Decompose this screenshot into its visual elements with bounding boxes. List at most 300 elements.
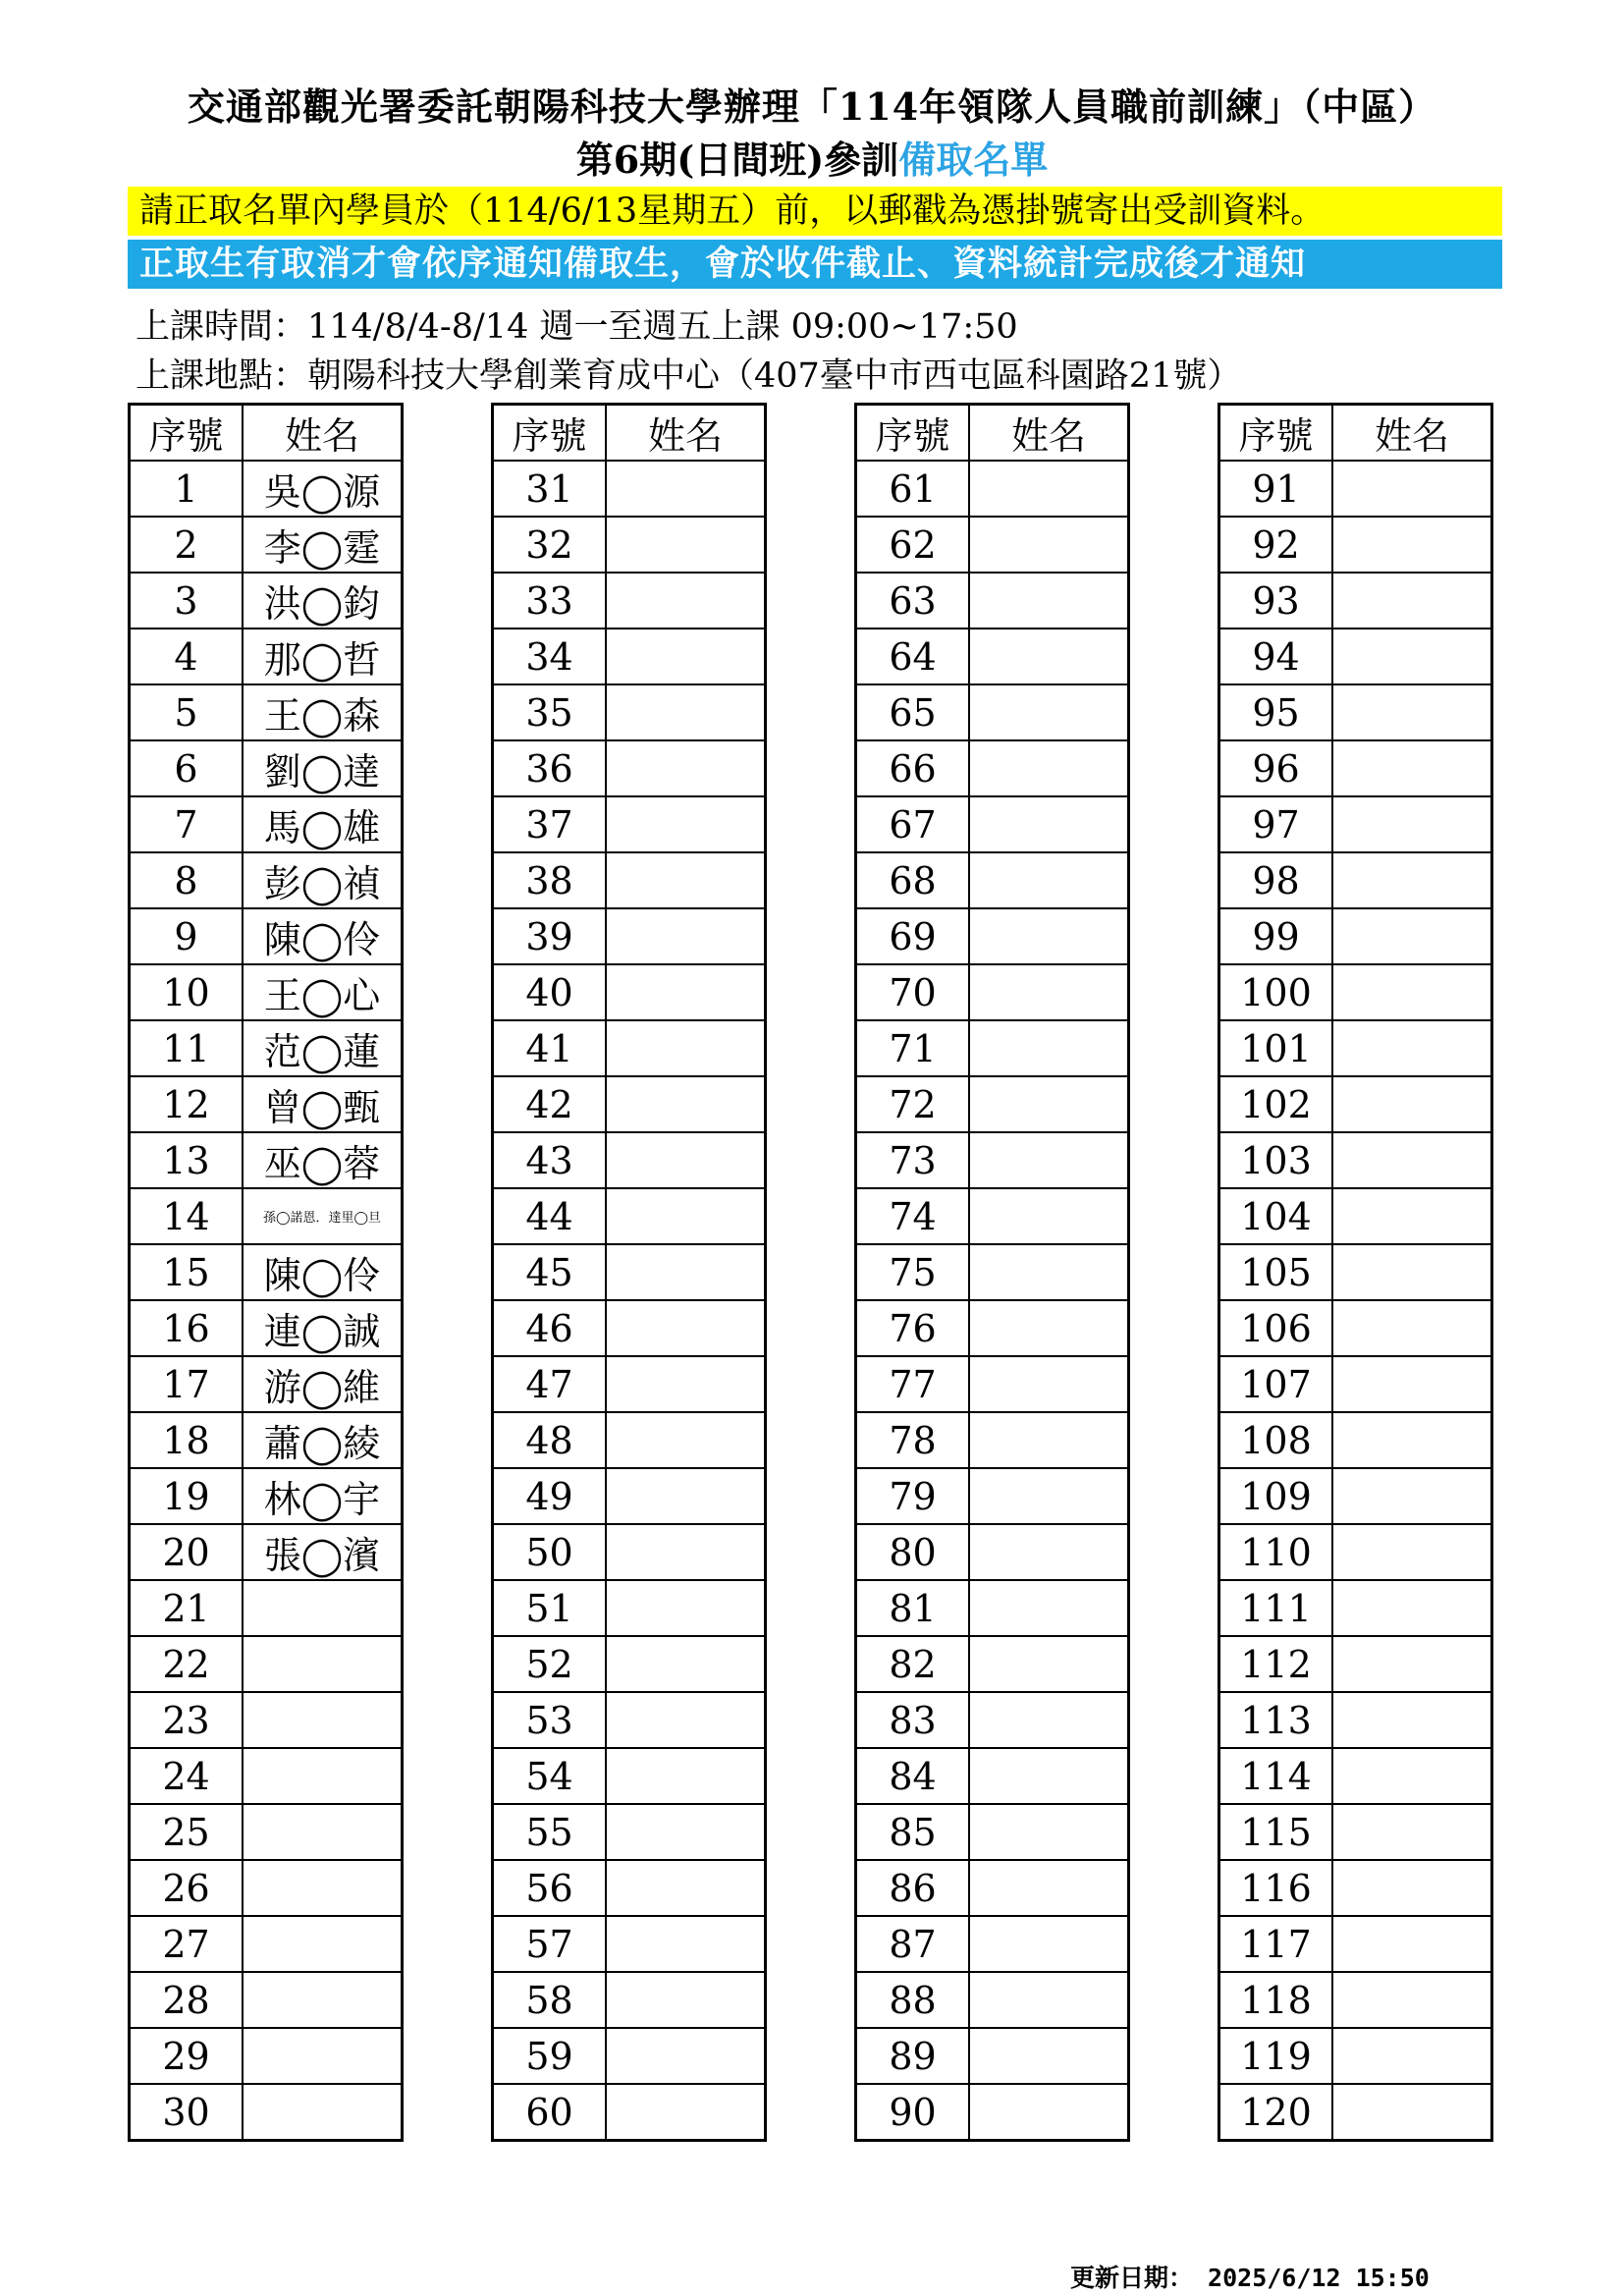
row-number: 82: [856, 1636, 970, 1692]
row-number: 78: [856, 1412, 970, 1468]
subtitle-prefix: 第6期(日間班)參訓: [575, 137, 899, 182]
row-number: 25: [130, 1804, 244, 1860]
row-name: [1332, 461, 1492, 517]
table-row: [856, 852, 1129, 908]
table-row: [1219, 1188, 1492, 1244]
row-name: [969, 1748, 1129, 1804]
row-name: [969, 1636, 1129, 1692]
row-number: 77: [856, 1356, 970, 1412]
row-name: [1332, 1412, 1492, 1468]
row-number: 74: [856, 1188, 970, 1244]
row-number: 84: [856, 1748, 970, 1804]
row-name: [243, 2084, 403, 2141]
row-name: [1332, 573, 1492, 629]
table-row: [130, 2084, 403, 2141]
table-row: [130, 517, 403, 573]
table-row: [130, 1244, 403, 1300]
row-number: 91: [1219, 461, 1333, 517]
table-row: [856, 1076, 1129, 1132]
row-name: [606, 1412, 766, 1468]
table-row: [130, 908, 403, 964]
table-row: [493, 1412, 766, 1468]
table-row: [856, 1860, 1129, 1916]
row-number: 95: [1219, 684, 1333, 740]
row-number: 64: [856, 629, 970, 684]
row-number: 45: [493, 1244, 607, 1300]
row-name: 洪◯鈞: [243, 573, 403, 629]
row-name: 范◯蓮: [243, 1020, 403, 1076]
table-row: [856, 2028, 1129, 2084]
row-name: [969, 2084, 1129, 2141]
header-name: 姓名: [969, 405, 1129, 462]
table-row: [856, 1916, 1129, 1972]
row-number: 101: [1219, 1020, 1333, 1076]
table-row: [493, 517, 766, 573]
row-number: 109: [1219, 1468, 1333, 1524]
header-number: 序號: [1219, 405, 1333, 462]
table-row: [856, 964, 1129, 1020]
table-row: [856, 1188, 1129, 1244]
row-number: 43: [493, 1132, 607, 1188]
row-number: 30: [130, 2084, 244, 2141]
row-number: 65: [856, 684, 970, 740]
table-row: [493, 684, 766, 740]
table-row: [1219, 1076, 1492, 1132]
row-number: 59: [493, 2028, 607, 2084]
table-row: [1219, 629, 1492, 684]
row-number: 93: [1219, 573, 1333, 629]
row-name: [606, 1132, 766, 1188]
table-row: [1219, 852, 1492, 908]
table-row: [130, 964, 403, 1020]
row-name: [243, 1916, 403, 1972]
row-name: [969, 1972, 1129, 2028]
row-name: [606, 2028, 766, 2084]
roster-table: [128, 403, 404, 2142]
table-row: [856, 1692, 1129, 1748]
row-name: [1332, 1972, 1492, 2028]
table-row: [856, 1356, 1129, 1412]
table-row: [493, 1468, 766, 1524]
row-number: 51: [493, 1580, 607, 1636]
row-number: 31: [493, 461, 607, 517]
row-number: 11: [130, 1020, 244, 1076]
row-number: 113: [1219, 1692, 1333, 1748]
row-name: [1332, 740, 1492, 796]
table-row: [856, 740, 1129, 796]
table-row: [856, 2084, 1129, 2141]
table-row: [856, 629, 1129, 684]
row-number: 67: [856, 796, 970, 852]
row-number: 8: [130, 852, 244, 908]
row-number: 55: [493, 1804, 607, 1860]
row-number: 116: [1219, 1860, 1333, 1916]
row-name: [969, 1468, 1129, 1524]
row-name: [969, 1076, 1129, 1132]
row-name: 陳◯伶: [243, 908, 403, 964]
row-number: 71: [856, 1020, 970, 1076]
row-number: 58: [493, 1972, 607, 2028]
row-name: [606, 796, 766, 852]
table-row: [493, 908, 766, 964]
row-number: 35: [493, 684, 607, 740]
roster-table: [491, 403, 767, 2142]
row-number: 52: [493, 1636, 607, 1692]
row-name: [606, 517, 766, 573]
row-name: 王◯心: [243, 964, 403, 1020]
row-name: [243, 1804, 403, 1860]
table-row: [1219, 1916, 1492, 1972]
table-row: [130, 1804, 403, 1860]
table-row: [130, 1692, 403, 1748]
row-name: [1332, 1860, 1492, 1916]
row-number: 72: [856, 1076, 970, 1132]
row-name: 吳◯源: [243, 461, 403, 517]
row-number: 104: [1219, 1188, 1333, 1244]
row-name: [969, 1860, 1129, 1916]
row-number: 112: [1219, 1636, 1333, 1692]
row-name: [606, 1748, 766, 1804]
row-name: [606, 908, 766, 964]
row-name: [606, 1916, 766, 1972]
row-number: 15: [130, 1244, 244, 1300]
table-header-row: [856, 405, 1129, 462]
table-row: [1219, 1636, 1492, 1692]
table-row: [493, 2084, 766, 2141]
row-number: 54: [493, 1748, 607, 1804]
row-name: [969, 1580, 1129, 1636]
table-row: [1219, 1804, 1492, 1860]
page-title: 交通部觀光署委託朝陽科技大學辦理「114年領隊人員職前訓練」（中區）: [187, 84, 1437, 129]
row-name: [606, 629, 766, 684]
row-name: [1332, 1356, 1492, 1412]
class-time: 上課時間：114/8/4-8/14 週一至週五上課 09:00~17:50: [135, 307, 1018, 347]
row-name: [606, 1860, 766, 1916]
table-row: [856, 1804, 1129, 1860]
table-row: [1219, 908, 1492, 964]
row-name: [243, 1692, 403, 1748]
table-row: [856, 796, 1129, 852]
row-name: [1332, 1076, 1492, 1132]
table-row: [130, 1356, 403, 1412]
row-name: 那◯哲: [243, 629, 403, 684]
table-row: [493, 629, 766, 684]
row-number: 110: [1219, 1524, 1333, 1580]
row-number: 32: [493, 517, 607, 573]
row-name: [969, 2028, 1129, 2084]
row-name: [243, 1748, 403, 1804]
row-name: [969, 796, 1129, 852]
row-name: [243, 2028, 403, 2084]
row-name: [606, 1972, 766, 2028]
table-row: [1219, 573, 1492, 629]
table-header-row: [130, 405, 403, 462]
row-number: 88: [856, 1972, 970, 2028]
table-row: [856, 908, 1129, 964]
row-name: [1332, 1748, 1492, 1804]
row-number: 117: [1219, 1916, 1333, 1972]
table-row: [493, 2028, 766, 2084]
row-name: [606, 2084, 766, 2141]
table-row: [1219, 1748, 1492, 1804]
row-number: 61: [856, 461, 970, 517]
row-name: [606, 461, 766, 517]
row-number: 49: [493, 1468, 607, 1524]
row-number: 18: [130, 1412, 244, 1468]
table-row: [130, 1580, 403, 1636]
row-number: 10: [130, 964, 244, 1020]
row-number: 12: [130, 1076, 244, 1132]
roster-table: [854, 403, 1130, 2142]
row-number: 89: [856, 2028, 970, 2084]
table-row: [493, 1188, 766, 1244]
row-name: 游◯維: [243, 1356, 403, 1412]
row-name: [1332, 1916, 1492, 1972]
header-number: 序號: [130, 405, 244, 462]
row-number: 36: [493, 740, 607, 796]
row-number: 92: [1219, 517, 1333, 573]
table-row: [493, 1972, 766, 2028]
header-name: 姓名: [243, 405, 403, 462]
update-date: 更新日期： 2025/6/12 15:50: [1070, 2264, 1430, 2292]
table-row: [493, 573, 766, 629]
row-number: 1: [130, 461, 244, 517]
row-name: [969, 1804, 1129, 1860]
row-name: [1332, 2028, 1492, 2084]
row-name: [606, 852, 766, 908]
row-name: [606, 1524, 766, 1580]
table-row: [1219, 796, 1492, 852]
table-row: [856, 1748, 1129, 1804]
table-row: [1219, 1692, 1492, 1748]
table-header-row: [493, 405, 766, 462]
row-number: 96: [1219, 740, 1333, 796]
table-row: [856, 1020, 1129, 1076]
table-row: [493, 740, 766, 796]
row-name: [606, 1804, 766, 1860]
table-row: [856, 684, 1129, 740]
row-number: 108: [1219, 1412, 1333, 1468]
row-number: 28: [130, 1972, 244, 2028]
table-row: [1219, 740, 1492, 796]
table-row: [493, 1580, 766, 1636]
row-number: 87: [856, 1916, 970, 1972]
row-name: 曾◯甄: [243, 1076, 403, 1132]
table-row: [130, 740, 403, 796]
row-name: [1332, 684, 1492, 740]
row-number: 79: [856, 1468, 970, 1524]
row-name: [1332, 1804, 1492, 1860]
row-name: [969, 684, 1129, 740]
row-number: 75: [856, 1244, 970, 1300]
row-number: 37: [493, 796, 607, 852]
row-name: [606, 573, 766, 629]
row-name: 林◯宇: [243, 1468, 403, 1524]
row-name: [243, 1972, 403, 2028]
row-number: 21: [130, 1580, 244, 1636]
row-number: 97: [1219, 796, 1333, 852]
table-row: [856, 1580, 1129, 1636]
table-row: [856, 1132, 1129, 1188]
row-number: 4: [130, 629, 244, 684]
table-row: [130, 1188, 403, 1244]
row-number: 33: [493, 573, 607, 629]
table-row: [493, 1860, 766, 1916]
table-row: [1219, 1580, 1492, 1636]
row-name: [1332, 1020, 1492, 1076]
table-row: [493, 1524, 766, 1580]
row-name: [606, 1300, 766, 1356]
row-number: 94: [1219, 629, 1333, 684]
row-name: [969, 1412, 1129, 1468]
row-number: 20: [130, 1524, 244, 1580]
row-number: 90: [856, 2084, 970, 2141]
row-name: [969, 1356, 1129, 1412]
table-row: [493, 1132, 766, 1188]
table-row: [856, 1412, 1129, 1468]
row-number: 62: [856, 517, 970, 573]
row-name: [606, 740, 766, 796]
row-name: [969, 964, 1129, 1020]
row-name: [1332, 852, 1492, 908]
row-name: [606, 684, 766, 740]
row-number: 9: [130, 908, 244, 964]
row-name: [969, 461, 1129, 517]
row-name: [1332, 1188, 1492, 1244]
row-number: 38: [493, 852, 607, 908]
row-number: 70: [856, 964, 970, 1020]
row-number: 46: [493, 1300, 607, 1356]
row-name: [1332, 964, 1492, 1020]
table-row: [130, 852, 403, 908]
row-number: 66: [856, 740, 970, 796]
table-row: [1219, 1356, 1492, 1412]
row-number: 16: [130, 1300, 244, 1356]
row-number: 48: [493, 1412, 607, 1468]
row-name: 孫◯諾恩．達里◯旦: [243, 1188, 403, 1244]
row-number: 114: [1219, 1748, 1333, 1804]
table-row: [1219, 1860, 1492, 1916]
row-name: [969, 629, 1129, 684]
table-row: [130, 1132, 403, 1188]
row-number: 115: [1219, 1804, 1333, 1860]
table-row: [493, 1356, 766, 1412]
row-name: [969, 1132, 1129, 1188]
table-row: [130, 1020, 403, 1076]
row-number: 6: [130, 740, 244, 796]
row-number: 86: [856, 1860, 970, 1916]
row-number: 40: [493, 964, 607, 1020]
row-name: [606, 1020, 766, 1076]
table-row: [130, 573, 403, 629]
row-number: 107: [1219, 1356, 1333, 1412]
table-row: [493, 1636, 766, 1692]
table-row: [856, 1468, 1129, 1524]
subtitle-highlight: 備取名單: [898, 137, 1049, 182]
table-row: [1219, 2028, 1492, 2084]
row-number: 76: [856, 1300, 970, 1356]
row-number: 56: [493, 1860, 607, 1916]
row-number: 42: [493, 1076, 607, 1132]
row-name: [1332, 1636, 1492, 1692]
table-row: [130, 796, 403, 852]
table-row: [493, 1244, 766, 1300]
row-name: 劉◯達: [243, 740, 403, 796]
row-number: 47: [493, 1356, 607, 1412]
row-name: 巫◯蓉: [243, 1132, 403, 1188]
row-name: [1332, 1132, 1492, 1188]
row-number: 27: [130, 1916, 244, 1972]
row-name: [606, 1636, 766, 1692]
row-number: 50: [493, 1524, 607, 1580]
table-row: [856, 573, 1129, 629]
table-row: [1219, 1468, 1492, 1524]
row-number: 118: [1219, 1972, 1333, 2028]
row-number: 44: [493, 1188, 607, 1244]
table-row: [1219, 1300, 1492, 1356]
row-number: 105: [1219, 1244, 1333, 1300]
row-number: 29: [130, 2028, 244, 2084]
row-number: 106: [1219, 1300, 1333, 1356]
table-row: [493, 1076, 766, 1132]
row-number: 24: [130, 1748, 244, 1804]
table-row: [856, 517, 1129, 573]
row-number: 85: [856, 1804, 970, 1860]
row-name: [1332, 908, 1492, 964]
row-name: [969, 908, 1129, 964]
row-name: [1332, 1468, 1492, 1524]
row-name: [969, 1188, 1129, 1244]
table-row: [1219, 1524, 1492, 1580]
table-row: [130, 1748, 403, 1804]
row-number: 5: [130, 684, 244, 740]
row-number: 3: [130, 573, 244, 629]
row-number: 73: [856, 1132, 970, 1188]
row-name: [606, 1468, 766, 1524]
row-name: [969, 1692, 1129, 1748]
row-name: [243, 1580, 403, 1636]
row-name: 連◯誠: [243, 1300, 403, 1356]
row-name: [969, 1524, 1129, 1580]
row-number: 83: [856, 1692, 970, 1748]
table-row: [130, 1468, 403, 1524]
table-row: [856, 1244, 1129, 1300]
table-row: [130, 1972, 403, 2028]
row-name: [606, 1076, 766, 1132]
row-number: 13: [130, 1132, 244, 1188]
table-row: [130, 2028, 403, 2084]
table-row: [1219, 517, 1492, 573]
row-number: 39: [493, 908, 607, 964]
table-row: [1219, 684, 1492, 740]
row-name: [606, 1244, 766, 1300]
row-number: 41: [493, 1020, 607, 1076]
table-row: [130, 1300, 403, 1356]
row-number: 80: [856, 1524, 970, 1580]
row-number: 63: [856, 573, 970, 629]
row-number: 34: [493, 629, 607, 684]
table-row: [1219, 1412, 1492, 1468]
table-row: [493, 1020, 766, 1076]
table-row: [493, 1916, 766, 1972]
table-row: [493, 852, 766, 908]
row-name: [969, 852, 1129, 908]
table-row: [130, 1636, 403, 1692]
row-number: 103: [1219, 1132, 1333, 1188]
row-name: [969, 1244, 1129, 1300]
table-row: [1219, 2084, 1492, 2141]
row-number: 120: [1219, 2084, 1333, 2141]
